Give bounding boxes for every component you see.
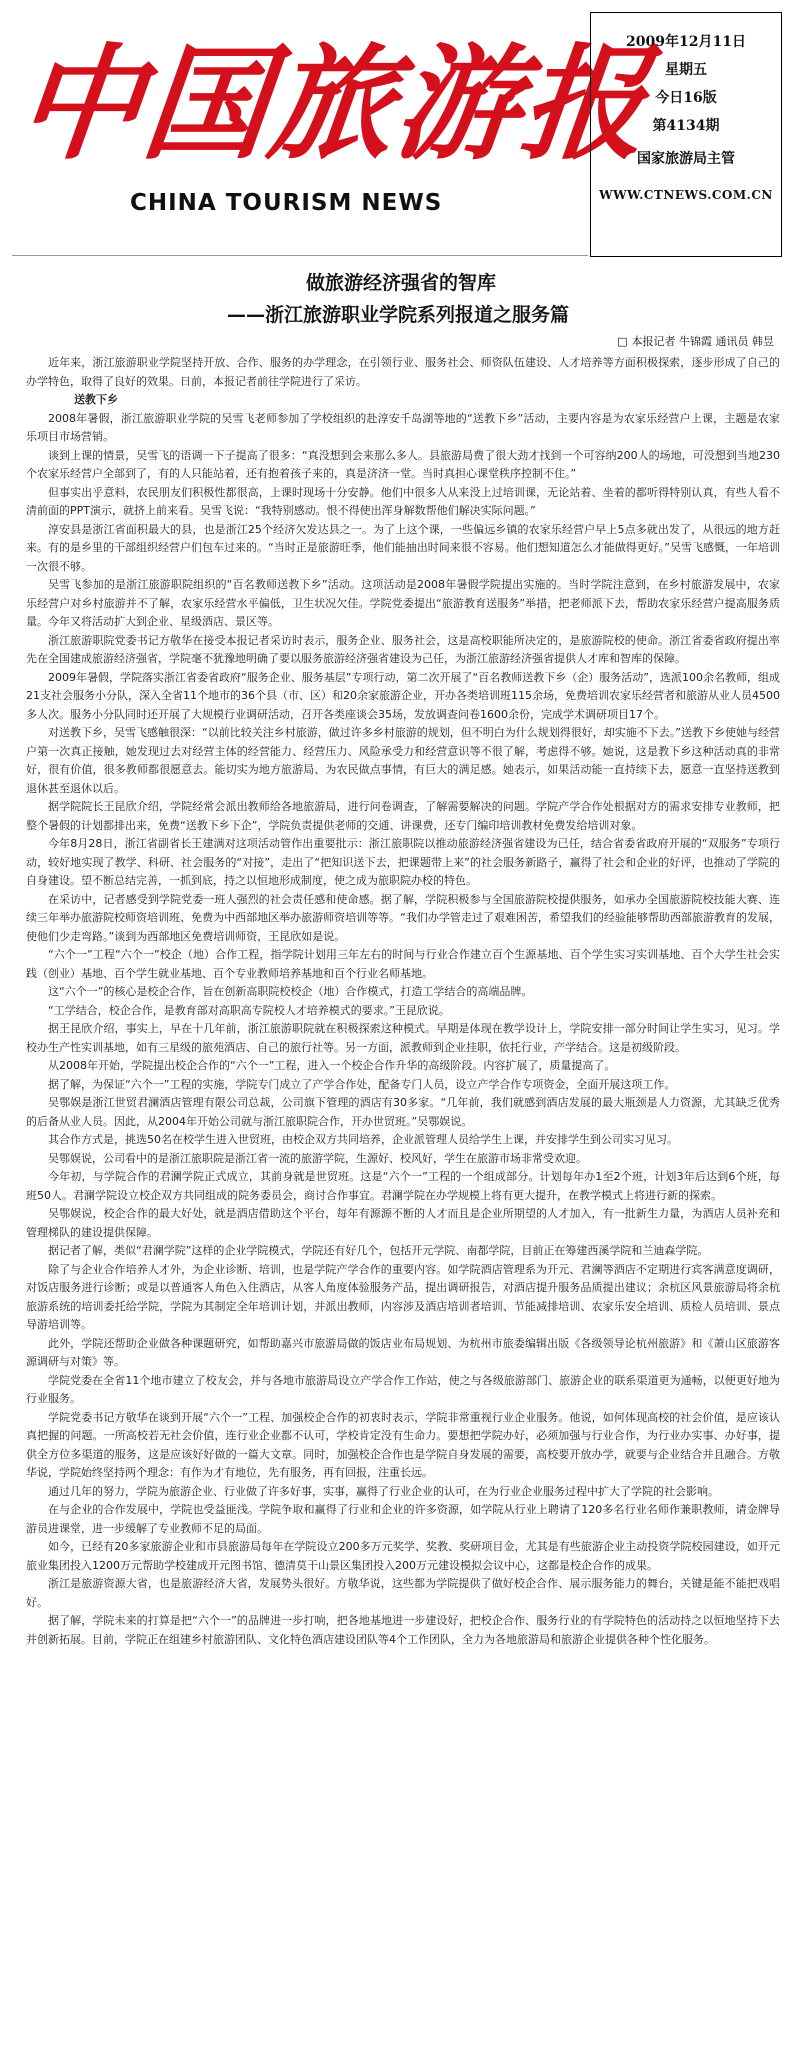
issue-number: 第4134期 (652, 118, 720, 134)
paragraph: 如今，已经有20多家旅游企业和市县旅游局每年在学院设立200多万元奖学、奖教、奖研项目金，尤其是有些旅游企业主动投资学院校园建设，如开元旅业集团投入1200万元帮助学校建成开元图书馆、德清莫干山景区集团投入200万元建设模拟会议中心，这都是校企合作的成果。 (26, 1540, 780, 1572)
paragraph: 除了与企业合作培养人才外，为企业诊断、培训，也是学院产学合作的重要内容。如学院酒店管理系为开元、君澜等酒店不定期进行宾客满意度调研，对饭店服务进行诊断；或是以普通客人角色入住酒店，从客人角度体验服务产品，提出调研报告，对酒店提升服务品质提出建议；余杭区风景旅游局将余杭旅游系统的培训委托给学院，学院为其制定全年培训计划，并派出教师，内容涉及酒店培训者培训、节能减排培训、农家乐安全培训、质检人员培训、景点导游培训等。 (26, 1262, 780, 1331)
article-subtitle: ——浙江旅游职业学院系列报道之服务篇 (227, 304, 570, 326)
paragraph: “工学结合，校企合作，是教育部对高职高专院校人才培养模式的要求。”王昆欣说。 (48, 1003, 450, 1017)
paragraph: 淳安县是浙江省面积最大的县，也是浙江25个经济欠发达县之一。为了上这个课，一些偏远乡镇的农家乐经营户早上5点多就出发了，从很远的地方赶来。有的是乡里的干部组织经营户们包车过来的。“当时正是旅游旺季，他们能抽出时间来很不容易。他们想知道怎么才能做得更好。”吴雪飞感慨，一年培训一次很不够。 (26, 522, 780, 573)
paragraph: 2008年暑假，浙江旅游职业学院的吴雪飞老师参加了学校组织的赴淳安千岛湖等地的“送教下乡”活动，主要内容是为农家乐经营户上课，主题是农家乐项目市场营销。 (26, 411, 780, 443)
newspaper-logo: 中国旅游报 (10, 32, 656, 177)
paragraph: 学院党委在全省11个地市建立了校友会，并与各地市旅游局设立产学合作工作站，使之与各级旅游部门、旅游企业的联系渠道更为通畅，以便更好地为行业服务。 (26, 1373, 780, 1405)
paragraph: 这“六个一”的核心是校企合作，旨在创新高职院校校企（地）合作模式，打造工学结合的高端品牌。 (48, 985, 533, 998)
paragraph: 此外，学院还帮助企业做各种课题研究，如帮助嘉兴市旅游局做的饭店业布局规划、为杭州市旅委编辑出版《各级领导论杭州旅游》和《萧山区旅游客源调研与对策》等。 (26, 1336, 780, 1368)
paragraph: 据了解，学院未来的打算是把“六个一”的品牌进一步打响，把各地基地进一步建设好，把校企合作、服务行业的有学院特色的活动持之以恒地坚持下去并创新拓展。目前，学院正在组建乡村旅游团队、文化特色酒店建设团队等4个工作团队，全力为各地旅游局和旅游企业提供各种个性化服务。 (26, 1614, 780, 1646)
article-body (26, 354, 780, 1649)
paragraph: 学院党委书记方敬华在谈到开展“六个一”工程、加强校企合作的初衷时表示，学院非常重视行业企业服务。他说，如何体现高校的社会价值，是应该认真把握的问题。一所高校若无社会价值，连行业企业都不认可，学校肯定没有生命力。要想把学院办好，必须加强与行业合作，为行业办实事、办好事，提供全方位多渠道的服务，这是应该好好做的一篇大文章。同时，加强校企合作也是学院自身发展的需要，高校要开放办学，就要与企业结合并且融合。方敬华说，学院始终坚持两个理念：有作为才有地位，先有服务，再有回报，注重长远。 (26, 1410, 780, 1479)
paragraph: 浙江是旅游资源大省，也是旅游经济大省，发展势头很好。方敬华说，这些都为学院提供了做好校企合作、展示服务能力的舞台，关键是能不能把戏唱好。 (26, 1577, 780, 1609)
paragraph: 对送教下乡，吴雪飞感触很深：“以前比较关注乡村旅游，做过许多乡村旅游的规划，但不明白为什么规划得很好，却实施不下去。”送教下乡使她与经营户第一次真正接触，她发现过去对经营主体的经营能力、经营压力、风险承受力和经营意识等不很了解，考虑得不够。她说，这是教下乡这种活动真的非常好，很有价值，很多教师都很愿意去。能切实为地方旅游局、为农民做点事情，有巨大的满足感。她表示，如果活动能一直持续下去，愿意一直坚持送教到退休甚至退休以后。 (26, 726, 780, 795)
paragraph: 吴鄂娱说，公司看中的是浙江旅职院是浙江省一流的旅游学院，生源好、校风好，学生在旅游市场非常受欢迎。 (48, 1151, 587, 1165)
issue-page-count: 今日16版 (655, 90, 717, 106)
paragraph: 其合作方式是，挑选50名在校学生进入世贸班，由校企双方共同培养，企业派管理人员给学生上课，并安排学生到公司实习见习。 (48, 1133, 678, 1146)
paragraph: 今年初，与学院合作的君澜学院正式成立，其前身就是世贸班。这是“六个一”工程的一个组成部分。计划每年办1至2个班，计划3年后达到6个班，每班50人。君澜学院设立校企双方共同组成的院务委员会，商讨合作事宜。君澜学院在办学规模上将有更大提升，在教学模式上将进行新的探索。 (26, 1170, 780, 1202)
byline (617, 333, 774, 349)
paragraph: 通过几年的努力，学院为旅游企业、行业做了许多好事，实事，赢得了行业企业的认可，在为行业企业服务过程中扩大了学院的社会影响。 (48, 1484, 719, 1498)
byline-text: 本报记者 牛锦霞 通讯员 韩昱 (631, 335, 774, 348)
issue-date: 2009年12月11日 (626, 34, 746, 50)
website: WWW.CTNEWS.COM.CN (599, 188, 773, 202)
paragraph: 据记者了解，类似“君澜学院”这样的企业学院模式，学院还有好几个，包括开元学院、南都学院，目前正在筹建西溪学院和兰迪森学院。 (48, 1244, 709, 1257)
paragraph: 谈到上课的情景，吴雪飞的语调一下子提高了很多：“真没想到会来那么多人。县旅游局费了很大劲才找到一个可容纳200人的场地，可没想到当地230个农家乐经营户全部到了，有的人只能站着，还有抱着孩子来的，真是济济一堂。当时真担心课堂秩序控制不住。” (26, 448, 780, 480)
byline-mark: □ (617, 335, 628, 348)
paragraph: 今年8月28日，浙江省副省长王建满对这项活动管作出重要批示：浙江旅职院以推动旅游经济强省建设为已任，结合省委省政府开展的“双服务”专项行动，较好地实现了教学、科研、社会服务的“对接”，走出了“把知识送下去，把课题带上来”的社会服务新路子，赢得了社会和企业的好评，也推动了学院的自身建设。望不断总结完善，一抓到底，持之以恒地形成制度，使之成为旅职院办校的特色。 (26, 837, 780, 887)
paragraph: 浙江旅游职院党委书记方敬华在接受本报记者采访时表示，服务企业、服务社会，这是高校职能所决定的，是旅游院校的使命。浙江省委省政府提出率先在全国建成旅游经济强省，学院毫不犹豫地明确了要以服务旅游经济强省建设为己任，为浙江旅游经济强省提供人才库和智库的保障。 (26, 633, 780, 665)
paragraph: 吴鄂娱说，校企合作的最大好处，就是酒店借助这个平台，每年有源源不断的人才而且是企业所期望的人才加入，有一批新生力量，为酒店人员补充和管理梯队的建设提供保障。 (26, 1207, 780, 1239)
paragraph: 据了解，为保证“六个一”工程的实施，学院专门成立了产学合作处，配备专门人员，设立产学合作专项资金，全面开展这项工作。 (48, 1077, 676, 1091)
paragraph: 在与企业的合作发展中，学院也受益匪浅。学院争取和赢得了行业和企业的许多资源，如学院从行业上聘请了120多名行业名师作兼职教师，请金牌导游员进课堂，进一步缓解了专业教师不足的局面。 (26, 1503, 780, 1535)
paragraph: “六个一”工程“六个一”校企（地）合作工程，指学院计划用三年左右的时间与行业合作建立百个生源基地、百个学生实习实训基地、百个大学生社会实践（创业）基地、百个学生就业基地、百个专业教师培养基地和百个行业名师基地。 (26, 948, 780, 980)
paragraph: 据学院院长王昆欣介绍，学院经常会派出教师给各地旅游局，进行问卷调查，了解需要解决的问题。学院产学合作处根据对方的需求安排专业教师，把整个暑假的计划都排出来，免费“送教下乡下企”，学院负责提供老师的交通、讲课费，还专门编印培训教材免费发给培训对象。 (26, 800, 780, 832)
paragraph: 但事实出乎意料，农民朋友们积极性都很高，上课时现场十分安静。他们中很多人从来没上过培训课，无论站着、坐着的都听得特别认真，有些人看不清前面的PPT演示，就挤上前来看。吴雪飞说：“我特别感动。恨不得使出浑身解数帮他们解决实际问题。” (26, 485, 780, 517)
section-heading: 送教下乡 (74, 393, 118, 406)
paragraph: 据王昆欣介绍，事实上，早在十几年前，浙江旅游职院就在积极探索这种模式。早期是体现在教学设计上，学院安排一部分时间让学生实习，见习。学校办生产性实训基地，如有三星级的旅苑酒店、自己的旅行社等。另一方面，派教师到企业挂职，依托行业，产学结合。这是初级阶段。 (26, 1022, 780, 1054)
paragraph: 吴雪飞参加的是浙江旅游职院组织的“百名教师送教下乡”活动。这项活动是2008年暑假学院提出实施的。当时学院注意到，在乡村旅游发展中，农家乐经营户对乡村旅游并不了解，农家乐经营水平偏低，卫生状况欠佳。学院党委提出“旅游教育送服务”举措，把老师派下去，帮助农家乐经营户提高服务质量。今年又将活动扩大到企业、星级酒店、景区等。 (26, 578, 780, 628)
paragraph: 2009年暑假，学院落实浙江省委省政府“服务企业、服务基层”专项行动，第二次开展了“百名教师送教下乡（企）服务活动”，选派100余名教师，组成21支社会服务小分队，深入全省11个地市的36个县（市、区）和20余家旅游企业，开办各类培训班115余场，免费培训农家乐经营者和旅游从业人员4500多人次。服务小分队同时还开展了大规模行业调研活动，召开各类座谈会35场，发放调查问卷1600余份，完成学术调研项目17个。 (26, 670, 780, 721)
paragraph: 近年来，浙江旅游职业学院坚持开放、合作、服务的办学理念，在引领行业、服务社会、师资队伍建设、人才培养等方面积极探索，逐步形成了自己的办学特色，取得了良好的效果。日前，本报记者前往学院进行了采访。 (26, 356, 780, 388)
publisher: 国家旅游局主管 (637, 151, 735, 167)
newspaper-name-english: CHINA TOURISM NEWS (130, 190, 443, 216)
issue-weekday: 星期五 (665, 62, 707, 78)
paragraph: 在采访中，记者感受到学院党委一班人强烈的社会责任感和使命感。据了解，学院积极参与全国旅游院校提供服务，如承办全国旅游院校技能大赛、连续三年举办旅游院校师资培训班、免费为中西部地区举办旅游师资培训等等。“我们办学管走过了艰难困苦，希望我们的经验能够帮助西部旅游教育的发展，使他们少走弯路。”谈到为西部地区免费培训师资，王昆欣如是说。 (26, 892, 780, 943)
masthead (0, 0, 800, 262)
paragraph: 吴鄂娱是浙江世贸君澜酒店管理有限公司总裁，公司旗下管理的酒店有30多家。“几年前，我们就感到酒店发展的最大瓶颈是人力资源，尤其缺乏优秀的后备从业人员。因此，从2004年开始公司就与浙江旅职院合作，开办世贸班。”吴鄂娱说。 (26, 1096, 780, 1128)
paragraph: 从2008年开始，学院提出校企合作的“六个一”工程，进入一个校企合作升华的高级阶段。内容扩展了，质量提高了。 (48, 1059, 616, 1072)
masthead-divider (12, 255, 588, 256)
issue-info-box (590, 12, 782, 257)
article-title: 做旅游经济强省的智库 (306, 272, 497, 294)
